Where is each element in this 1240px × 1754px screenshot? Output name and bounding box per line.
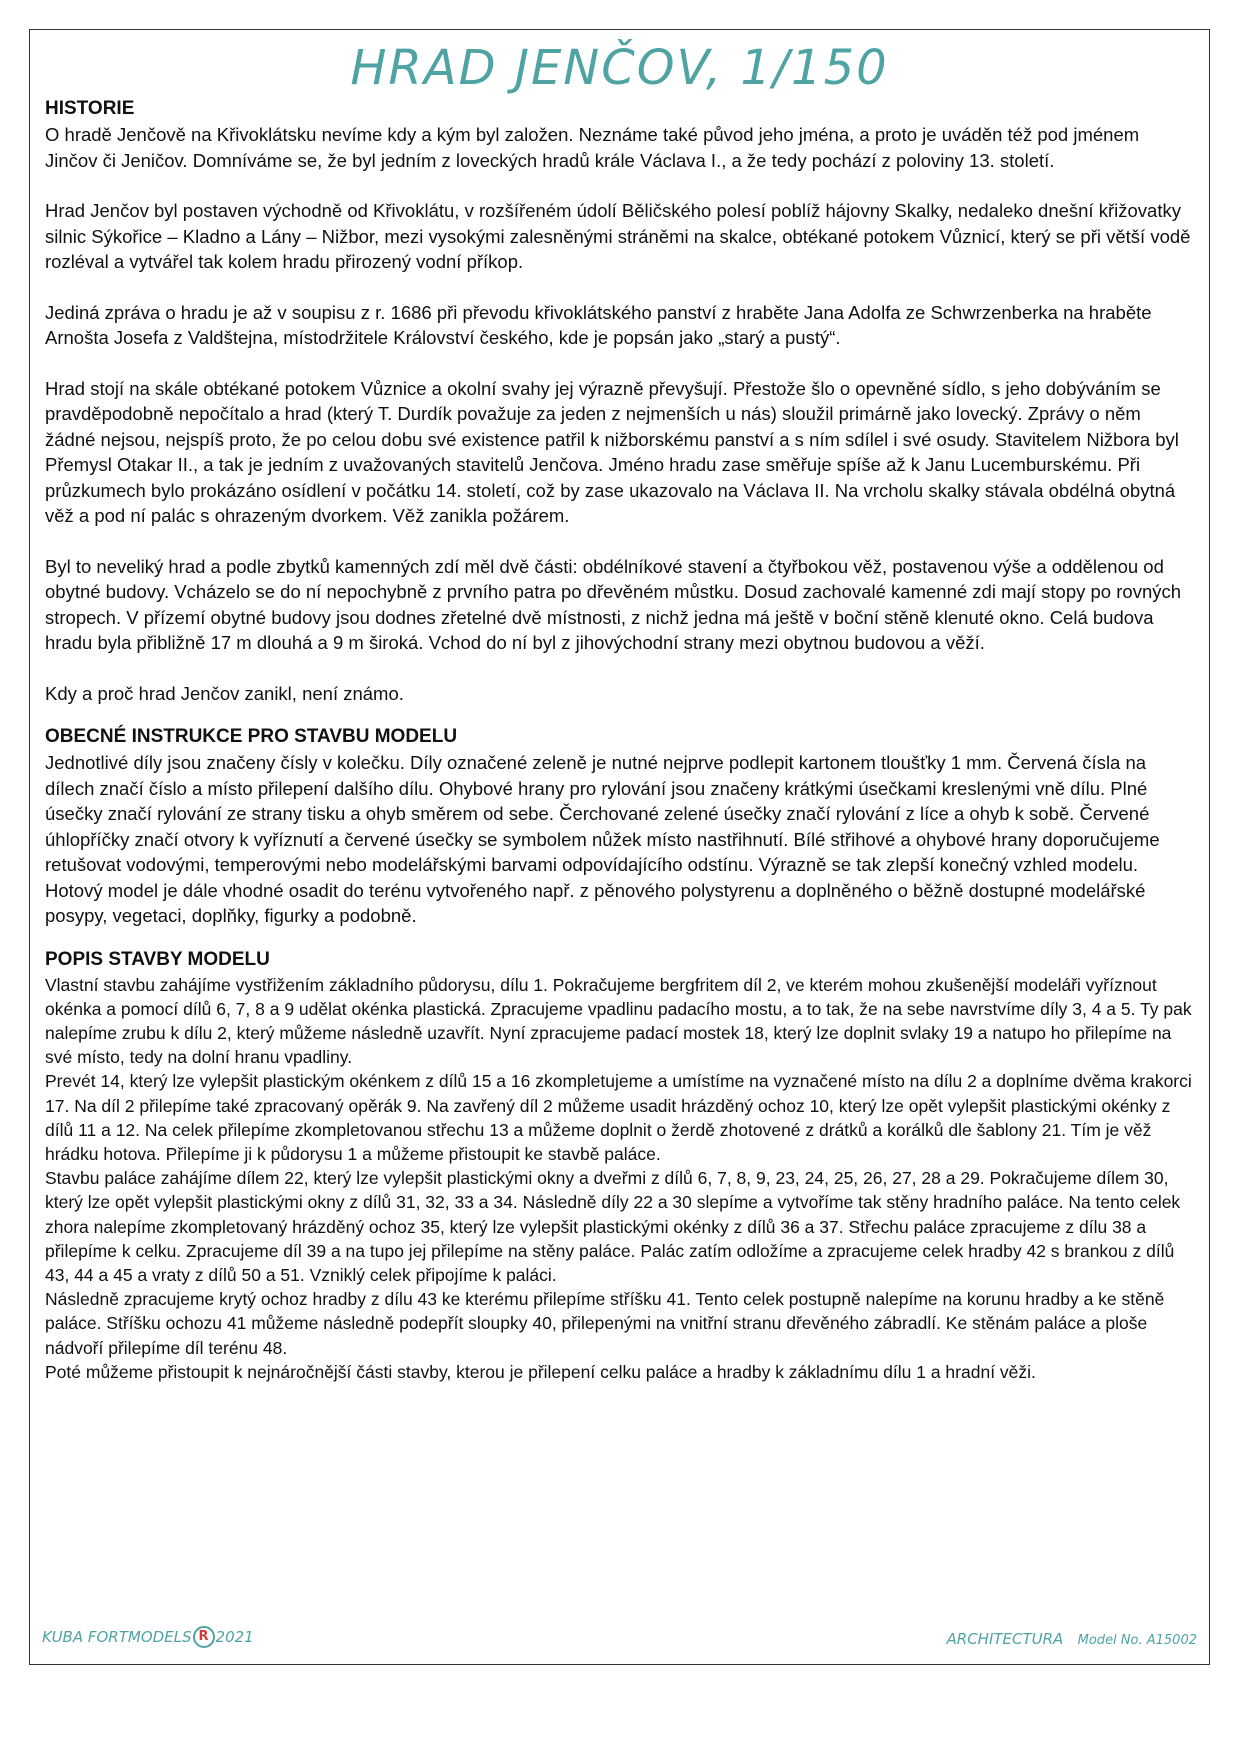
paragraph: Byl to neveliký hrad a podle zbytků kamenných zdí měl dvě části: obdélníkové stavení a čtyřbokou věž, postavenou výše a oddělenou od obytné budovy. Vcházelo se do ní nepochybně z prvního patra po dřevěném můstku. Dosud zachovalé kamenné zdi mají stopy po rovných stropech. V přízemí obytné budovy jsou dodnes zřetelné dvě místnosti, z nichž jedna má ještě v boční stěně klenuté okno. Celá budova hradu byla přibližně 17 m dlouhá a 9 m široká. Vchod do ní byl z jihovýchodní strany mezi obytnou budovou a věží.	[45, 555, 1182, 653]
section-build-description	[45, 947, 1194, 1384]
paragraph: Jediná zpráva o hradu je až v soupisu z r. 1686 při převodu křivoklátského panství z hraběte Jana Adolfa ze Schwrzenberka na hraběte Arnošta Josefa z Valdštejna, místodržitele Království českého, kde je popsán jako „starý a pustý“.	[45, 301, 1152, 348]
paragraph: O hradě Jenčově na Křivoklátsku nevíme kdy a kým byl založen. Neznáme také původ jeho jména, a proto je uváděn též pod jménem Jinčov či Jeničov. Domníváme se, že byl jedním z loveckých hradů krále Václava I., a že tedy pochází z poloviny 13. století.	[45, 124, 1140, 171]
brand-name: KUBA FORTMODELS	[42, 1628, 192, 1646]
paragraph: Následně zpracujeme krytý ochoz hradby z dílu 43 ke kterému přilepíme stříšku 41. Tento celek postupně nalepíme na korunu hradby a ke stěně paláce. Stříšku ochozu 41 můžeme následně podepřít sloupky 40, přilepenými na vnitřní stranu dřevěného zábradlí. Ke stěnám paláce a ploše nádvoří přilepíme díl terénu 48.	[45, 1289, 1165, 1358]
series-name: ARCHITECTURA	[946, 1630, 1064, 1648]
footer-model-info	[947, 1630, 1197, 1648]
section-heading: POPIS STAVBY MODELU	[45, 948, 270, 970]
section-heading: HISTORIE	[45, 98, 135, 119]
page-frame	[29, 29, 1210, 1665]
paragraph: Kdy a proč hrad Jenčov zanikl, není známo.	[45, 682, 404, 704]
paragraph: Jednotlivé díly jsou značeny čísly v kolečku. Díly označené zeleně je nutné nejprve podlepit kartonem tloušťky 1 mm. Červená čísla na dílech značí číslo a místo přilepení dalšího dílu. Ohybové hrany pro rylování jsou značeny krátkými úsečkami kreslenými vně dílu. Plné úsečky značí rylování ze strany tisku a ohyb směrem od sebe. Čerchované zelené úsečky značí rylování z líce a ohyb k sobě. Červené úhlopříčky značí otvory k vyříznutí a červené úsečky se symbolem nůžek místo nastřihnutí. Bílé střihové a ohybové hrany doporučujeme retušovat vodovými, temperovými nebo modelářskými barvami odpovídajícího odstínu. Výrazně se tak zlepší konečný vzhled modelu. Hotový model je dále vhodné osadit do terénu vytvořeného např. z pěnového polystyrenu a doplněného o běžně dostupné modelářské posypy, vegetaci, doplňky, figurky a podobně.	[45, 752, 1160, 926]
section-heading: OBECNÉ INSTRUKCE PRO STAVBU MODELU	[45, 726, 458, 747]
paragraph: Prevét 14, který lze vylepšit plastickým okénkem z dílů 15 a 16 zkompletujeme a umístíme na vyznačené místo na dílu 2 a doplníme dvěma krakorci 17. Na díl 2 přilepíme také zpracovaný opěrák 9. Na zavřený díl 2 můžeme usadit hrázděný ochoz 10, který lze opět vylepšit plastickými okénky z dílů 11 a 12. Na celek přilepíme zkompletovanou střechu 13 a můžeme doplnit o žerdě zhotovené z drátků a korálků dle šablony 21. Tím je věž hrádku hotova. Přilepíme ji k půdorysu 1 a můžeme přistoupit ke stavbě paláce.	[45, 1071, 1192, 1164]
paragraph: Stavbu paláce zahájíme dílem 22, který lze vylepšit plastickými okny a dveřmi z dílů 6, 7, 8, 9, 23, 24, 25, 26, 27, 28 a 29. Pokračujeme dílem 30, který lze opět vylepšit plastickými okny z dílů 31, 32, 33 a 34. Následně díly 22 a 30 slepíme a vytvoříme tak stěny hradního paláce. Na tento celek zhora nalepíme zkompletovaný hrázděný ochoz 35, který lze vylepšit plastickými okénky z dílů 36 a 37. Střechu paláce zpracujeme z dílu 38 a přilepíme k celku. Zpracujeme díl 39 a na tupo jej přilepíme na stěny paláce. Palác zatím odložíme a zpracujeme celek hradby 42 s brankou z dílů 43, 44 a 45 a vraty z dílů 50 a 51. Vzniklý celek připojíme k paláci.	[45, 1168, 1181, 1285]
page-title: HRAD JENČOV, 1/150	[350, 40, 889, 96]
section-history	[45, 96, 1194, 706]
paragraph: Vlastní stavbu zahájíme vystřižením základního půdorysu, dílu 1. Pokračujeme bergfritem díl 2, ve kterém mohou zkušenější modeláři vyříznout okénka a pomocí dílů 6, 7, 8 a 9 udělat okénka plastická. Zpracujeme vpadlinu padacího mostu, a to tak, že na sebe navrstvíme díly 3, 4 a 5. Ty pak nalepíme zrubu k dílu 2, který můžeme následně uzavřít. Nyní zpracujeme padací mostek 18, který lze doplnit svlaky 19 a natupo ho přilepíme na své místo, tedy na dolní hranu vpadliny.	[45, 974, 1192, 1068]
registered-mark-icon: R	[193, 1626, 215, 1648]
brand-year: 2021	[215, 1628, 254, 1646]
section-general-instructions	[45, 724, 1194, 929]
content	[45, 96, 1194, 1384]
paragraph: Hrad Jenčov byl postaven východně od Křivoklátu, v rozšířeném údolí Běličského polesí poblíž hájovny Skalky, nedaleko dnešní křižovatky silnic Sýkořice – Kladno a Lány – Nižbor, mezi vysokými zalesněnými stráněmi na skalce, obtékané potokem Vůznicí, který se při větší vodě rozléval a vytvářel tak kolem hradu přirozený vodní příkop.	[45, 200, 1191, 272]
footer-brand	[42, 1626, 254, 1648]
model-number: Model No. A15002	[1077, 1633, 1197, 1648]
paragraph: Poté můžeme přistoupit k nejnáročnější části stavby, kterou je přilepení celku paláce a hradby k základnímu dílu 1 a hradní věži.	[45, 1361, 1036, 1382]
paragraph: Hrad stojí na skále obtékané potokem Vůznice a okolní svahy jej výrazně převyšují. Přestože šlo o opevněné sídlo, s jeho dobýváním se pravděpodobně nepočítalo a hrad (který T. Durdík považuje za jeden z nejmenších u nás) sloužil primárně jako lovecký. Zprávy o něm žádné nejsou, nejspíš proto, že po celou dobu své existence patřil k nižborskému panství a s ním sdílel i své osudy. Stavitelem Nižbora byl Přemysl Otakar II., a tak je jedním z uvažovaných stavitelů Jenčova. Jméno hradu zase směřuje spíše až k Janu Lucemburskému. Při průzkumech bylo prokázáno osídlení v počátku 14. století, což by zase ukazovalo na Václava II. Na vrcholu skalky stávala obdélná obytná věž a pod ní palác s ohrazeným dvorkem. Věž zanikla požárem.	[45, 377, 1179, 526]
